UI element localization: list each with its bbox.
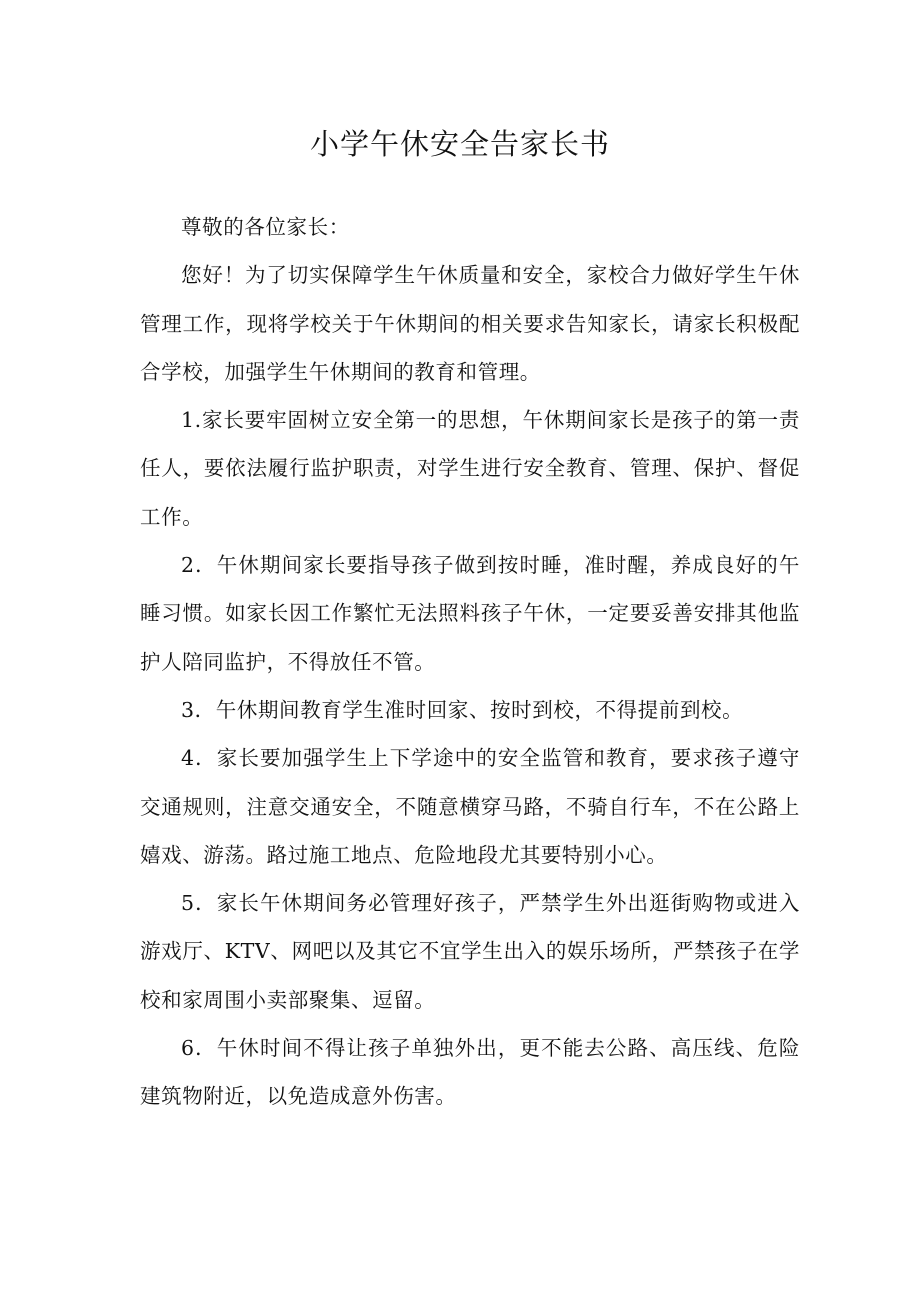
paragraph-item-6: 6．午休时间不得让孩子单独外出，更不能去公路、高压线、危险建筑物附近，以免造成意外伤害。	[140, 1036, 800, 1109]
paragraph-item-2: 2．午休期间家长要指导孩子做到按时睡，准时醒，养成良好的午睡习惯。如家长因工作繁忙无法照料孩子午休，一定要妥善安排其他监护人陪同监护，不得放任不管。	[140, 553, 800, 674]
paragraph-item-5: 5．家长午休期间务必管理好孩子，严禁学生外出逛街购物或进入游戏厅、KTV、网吧以及其它不宜学生出入的娱乐场所，严禁孩子在学校和家周围小卖部聚集、逗留。	[140, 891, 800, 1012]
paragraph-item-4: 4．家长要加强学生上下学途中的安全监管和教育，要求孩子遵守交通规则，注意交通安全，不随意横穿马路，不骑自行车，不在公路上嬉戏、游荡。路过施工地点、危险地段尤其要特别小心。	[140, 746, 800, 867]
paragraph-intro: 您好！为了切实保障学生午休质量和安全，家校合力做好学生午休管理工作，现将学校关于午休期间的相关要求告知家长，请家长积极配合学校，加强学生午休期间的教育和管理。	[140, 263, 800, 384]
salutation: 尊敬的各位家长：	[181, 215, 350, 239]
document-body	[140, 203, 800, 1121]
paragraph-item-3: 3．午休期间教育学生准时回家、按时到校，不得提前到校。	[181, 697, 744, 722]
document-title: 小学午休安全告家长书	[309, 127, 610, 161]
paragraph-item-1: 1.家长要牢固树立安全第一的思想，午休期间家长是孩子的第一责任人，要依法履行监护职责，对学生进行安全教育、管理、保护、督促工作。	[140, 408, 800, 529]
